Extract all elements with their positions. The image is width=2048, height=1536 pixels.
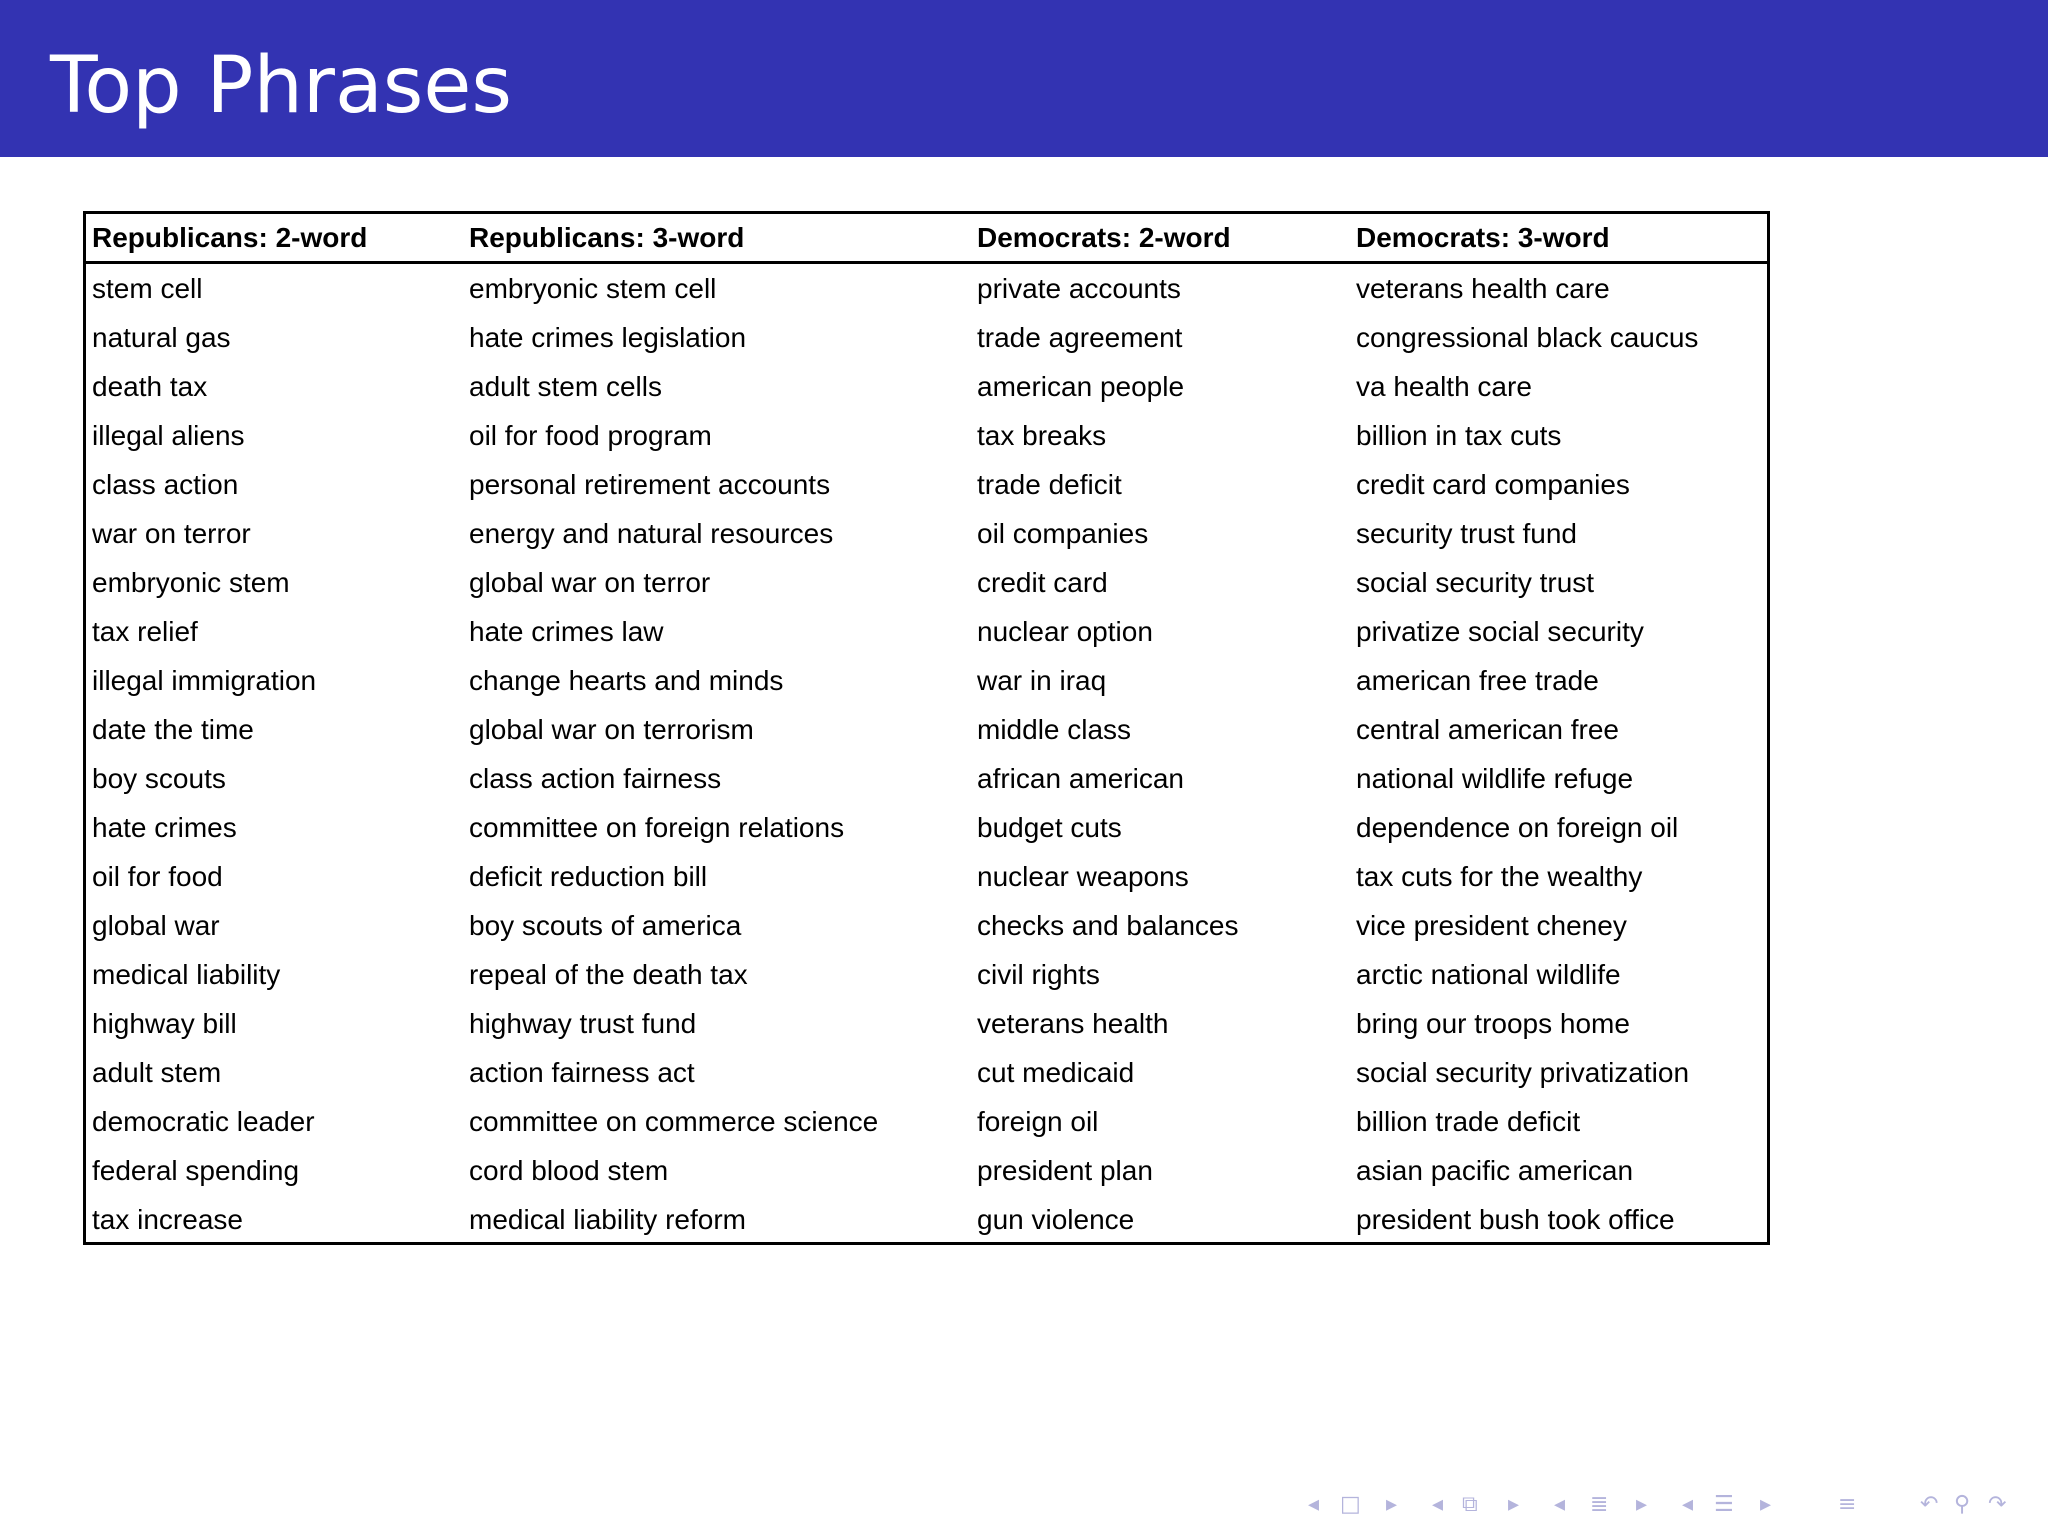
table-cell: foreign oil	[977, 1105, 1099, 1137]
table-cell: energy and natural resources	[469, 517, 834, 549]
table-cell: middle class	[977, 713, 1132, 745]
table-row	[86, 509, 1767, 558]
table-row	[86, 705, 1767, 754]
table-header-row	[86, 214, 1767, 263]
table-cell: medical liability	[92, 958, 281, 990]
table-cell: embryonic stem	[92, 566, 290, 598]
subsection-icon[interactable]: ⧉	[1462, 1492, 1478, 1517]
table-cell: african american	[977, 762, 1184, 794]
table-cell: adult stem	[92, 1056, 222, 1088]
table-row	[86, 313, 1767, 362]
table-cell: billion in tax cuts	[1356, 419, 1562, 451]
table-row	[86, 411, 1767, 460]
arrow-right-icon[interactable]: ▸	[1508, 1492, 1520, 1517]
table-cell: hate crimes	[92, 811, 237, 843]
table-cell: asian pacific american	[1356, 1154, 1634, 1186]
table-cell: class action fairness	[469, 762, 722, 794]
table-cell: action fairness act	[469, 1056, 695, 1088]
table-cell: tax increase	[92, 1203, 243, 1235]
table-row	[86, 656, 1767, 705]
table-cell: cord blood stem	[469, 1154, 669, 1186]
table-cell: dependence on foreign oil	[1356, 811, 1679, 843]
table-cell: trade deficit	[977, 468, 1122, 500]
table-cell: president bush took office	[1356, 1203, 1675, 1235]
table-cell: highway bill	[92, 1007, 237, 1039]
table-cell: congressional black caucus	[1356, 321, 1699, 353]
table-cell: democratic leader	[92, 1105, 315, 1137]
table-cell: nuclear option	[977, 615, 1153, 647]
table-row	[86, 460, 1767, 509]
table-cell: date the time	[92, 713, 254, 745]
table-body	[86, 263, 1767, 1245]
phrases-table-frame	[83, 211, 1770, 1245]
beamer-navigation-bar	[1300, 1488, 2040, 1522]
arrow-right-icon[interactable]: ▸	[1386, 1492, 1398, 1517]
table-cell: bring our troops home	[1356, 1007, 1630, 1039]
table-cell: credit card	[977, 566, 1108, 598]
table-row	[86, 950, 1767, 999]
column-header: Democrats: 2-word	[971, 214, 1350, 263]
table-row	[86, 362, 1767, 411]
section-icon[interactable]: ≣	[1590, 1492, 1609, 1517]
appendix-icon[interactable]: ≡	[1838, 1492, 1857, 1517]
table-cell: federal spending	[92, 1154, 300, 1186]
table-row	[86, 852, 1767, 901]
table-cell: security trust fund	[1356, 517, 1577, 549]
table-row	[86, 754, 1767, 803]
arrow-left-icon[interactable]: ◂	[1308, 1492, 1320, 1517]
table-cell: tax cuts for the wealthy	[1356, 860, 1643, 892]
table-row	[86, 607, 1767, 656]
table-cell: national wildlife refuge	[1356, 762, 1634, 794]
arrow-left-icon[interactable]: ◂	[1682, 1492, 1694, 1517]
table-cell: hate crimes law	[469, 615, 664, 647]
table-cell: trade agreement	[977, 321, 1183, 353]
table-cell: veterans health care	[1356, 272, 1610, 304]
table-cell: global war	[92, 909, 220, 941]
table-cell: civil rights	[977, 958, 1100, 990]
table-cell: illegal aliens	[92, 419, 245, 451]
table-cell: checks and balances	[977, 909, 1239, 941]
table-cell: vice president cheney	[1356, 909, 1627, 941]
table-cell: global war on terror	[469, 566, 711, 598]
table-cell: war on terror	[92, 517, 251, 549]
table-cell: american free trade	[1356, 664, 1599, 696]
table-cell: veterans health	[977, 1007, 1169, 1039]
table-cell: boy scouts	[92, 762, 226, 794]
column-header: Republicans: 2-word	[86, 214, 463, 263]
table-cell: privatize social security	[1356, 615, 1644, 647]
arrow-left-icon[interactable]: ◂	[1432, 1492, 1444, 1517]
table-cell: social security privatization	[1356, 1056, 1690, 1088]
column-header: Republicans: 3-word	[463, 214, 971, 263]
slide-title: Top Phrases	[50, 41, 513, 131]
table-cell: nuclear weapons	[977, 860, 1189, 892]
table-cell: deficit reduction bill	[469, 860, 708, 892]
frame-icon[interactable]: □	[1340, 1492, 1361, 1517]
table-row	[86, 803, 1767, 852]
phrases-table	[86, 214, 1767, 1244]
table-row	[86, 263, 1767, 314]
table-cell: war in iraq	[977, 664, 1107, 696]
table-cell: repeal of the death tax	[469, 958, 748, 990]
table-cell: tax relief	[92, 615, 198, 647]
table-cell: central american free	[1356, 713, 1620, 745]
table-row	[86, 999, 1767, 1048]
table-cell: hate crimes legislation	[469, 321, 747, 353]
table-cell: gun violence	[977, 1203, 1135, 1235]
arrow-right-icon[interactable]: ▸	[1760, 1492, 1772, 1517]
table-row	[86, 901, 1767, 950]
table-cell: credit card companies	[1356, 468, 1630, 500]
table-cell: va health care	[1356, 370, 1532, 402]
search-icon[interactable]: ⚲	[1954, 1492, 1971, 1517]
table-cell: change hearts and minds	[469, 664, 784, 696]
table-row	[86, 1195, 1767, 1244]
table-cell: embryonic stem cell	[469, 272, 717, 304]
table-cell: billion trade deficit	[1356, 1105, 1581, 1137]
forward-icon[interactable]: ↷	[1988, 1492, 2007, 1517]
table-cell: natural gas	[92, 321, 231, 353]
table-row	[86, 1146, 1767, 1195]
arrow-right-icon[interactable]: ▸	[1636, 1492, 1648, 1517]
table-cell: social security trust	[1356, 566, 1595, 598]
table-cell: stem cell	[92, 272, 203, 304]
table-cell: death tax	[92, 370, 208, 402]
table-cell: illegal immigration	[92, 664, 317, 696]
table-cell: oil companies	[977, 517, 1149, 549]
title-bar	[0, 0, 2048, 157]
table-cell: oil for food	[92, 860, 223, 892]
table-cell: medical liability reform	[469, 1203, 746, 1235]
table-cell: oil for food program	[469, 419, 712, 451]
table-cell: personal retirement accounts	[469, 468, 831, 500]
column-header: Democrats: 3-word	[1350, 214, 1767, 263]
table-cell: boy scouts of america	[469, 909, 742, 941]
table-cell: tax breaks	[977, 419, 1107, 451]
table-cell: committee on commerce science	[469, 1105, 879, 1137]
document-icon[interactable]: ☰	[1714, 1492, 1734, 1517]
table-cell: cut medicaid	[977, 1056, 1135, 1088]
table-cell: budget cuts	[977, 811, 1122, 843]
table-cell: american people	[977, 370, 1185, 402]
table-row	[86, 1097, 1767, 1146]
table-cell: global war on terrorism	[469, 713, 754, 745]
table-cell: highway trust fund	[469, 1007, 697, 1039]
table-cell: class action	[92, 468, 239, 500]
table-cell: private accounts	[977, 272, 1181, 304]
table-row	[86, 558, 1767, 607]
table-cell: arctic national wildlife	[1356, 958, 1621, 990]
arrow-left-icon[interactable]: ◂	[1554, 1492, 1566, 1517]
back-icon[interactable]: ↶	[1920, 1492, 1939, 1517]
table-cell: adult stem cells	[469, 370, 662, 402]
table-cell: president plan	[977, 1154, 1153, 1186]
table-cell: committee on foreign relations	[469, 811, 845, 843]
table-row	[86, 1048, 1767, 1097]
